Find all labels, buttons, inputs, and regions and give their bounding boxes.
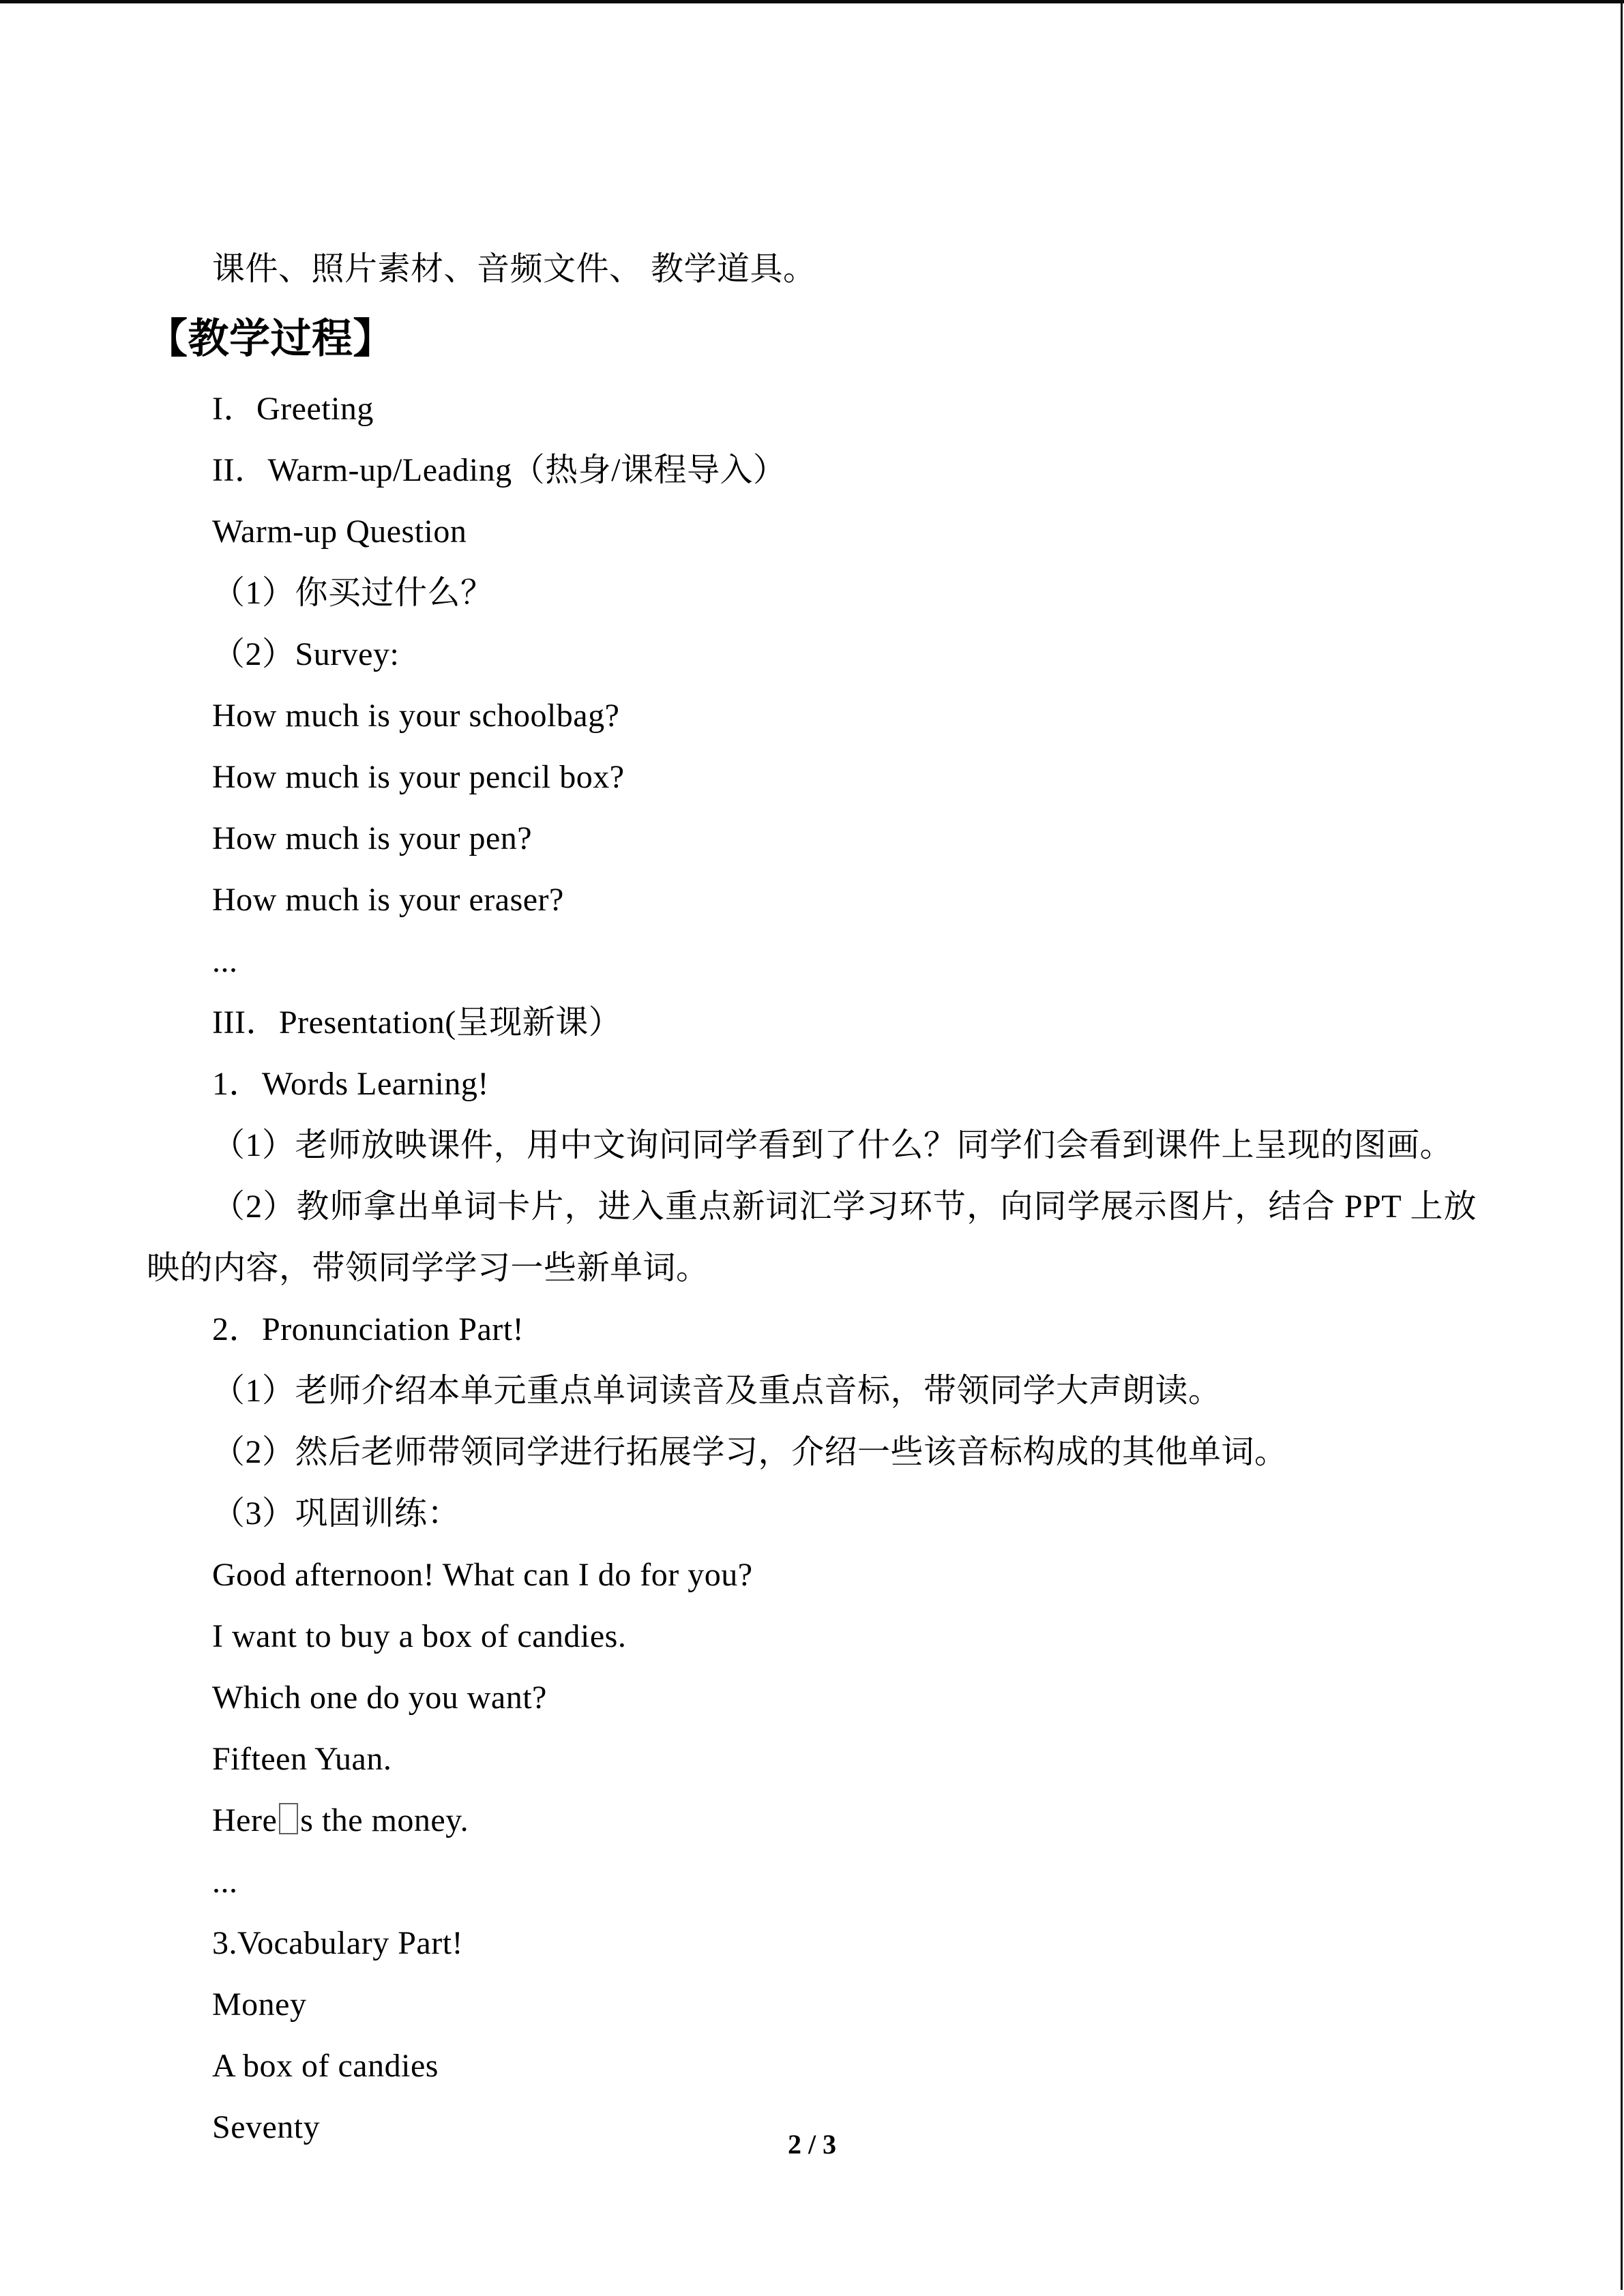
text-line: （2）Survey: [212,636,400,672]
text-line: ... [212,943,238,979]
text-line: （1）老师介绍本单元重点单词读音及重点音标，带领同学大声朗读。 [212,1373,1222,1409]
scan-edge-top [0,0,1624,3]
text-line: How much is your schoolbag? [212,698,620,734]
text-line: ... [212,1864,238,1900]
text-line: （1）老师放映课件，用中文询问同学看到了什么？同学们会看到课件上呈现的图画。 [212,1127,1453,1163]
text-line: 3.Vocabulary Part! [212,1925,464,1961]
text-line: Seventy [212,2109,321,2145]
page-number: 2 / 3 [787,2129,837,2160]
text-line: How much is your pen? [212,820,533,856]
text-line: I want to buy a box of candies. [212,1618,627,1654]
text-line: （1）你买过什么？ [212,575,494,611]
text-line: III．Presentation(呈现新课） [212,1004,622,1041]
text-line: Warm-up Question [212,513,467,550]
text-line: 1．Words Learning! [212,1066,489,1102]
text-fragment: Here [212,1802,278,1838]
text-line: How much is your eraser? [212,882,564,918]
text-line: I．Greeting [212,391,374,427]
scan-edge-right [1621,0,1623,2290]
text-line: （2）然后老师带领同学进行拓展学习，介绍一些该音标构成的其他单词。 [212,1434,1288,1470]
text-line: 课件、照片素材、音频文件、 教学道具。 [212,251,816,287]
missing-glyph-box [279,1803,298,1834]
text-line: A box of candies [212,2048,439,2084]
text-line: II．Warm-up/Leading（热身/课程导入） [212,452,786,488]
text-line: Money [212,1986,307,2023]
text-line: 映的内容，带领同学学习一些新单词。 [147,1250,709,1286]
text-line [147,1790,1477,1851]
text-line: How much is your pencil box? [212,759,625,795]
document-content [147,239,1477,2158]
text-line: （2）教师拿出单词卡片，进入重点新词汇学习环节，向同学展示图片，结合 PPT 上放 [212,1189,1477,1225]
text-line: 2．Pronunciation Part! [212,1311,525,1347]
section-heading: 【教学过程】 [147,316,394,361]
text-line: Fifteen Yuan. [212,1741,392,1777]
text-line: Good afternoon! What can I do for you? [212,1557,753,1593]
text-line: （3）巩固训练： [212,1495,461,1532]
text-line: Which one do you want? [212,1680,547,1716]
text-fragment: s the money. [300,1802,469,1838]
